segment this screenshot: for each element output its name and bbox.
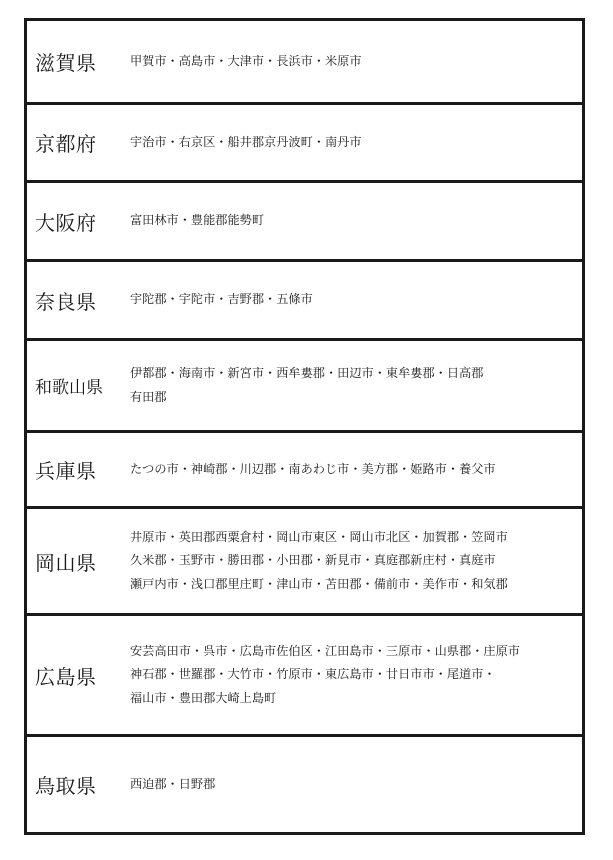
prefecture-name: 大阪府 (35, 210, 97, 235)
city-line: 福山市・豊田郡大崎上島町 (130, 690, 277, 705)
table-row (27, 616, 582, 737)
city-line: 井原市・英田郡西粟倉村・岡山市東区・岡山市北区・加賀郡・笠岡市 (130, 529, 508, 544)
city-list (130, 362, 582, 409)
city-list (130, 458, 582, 482)
prefecture-name: 広島県 (35, 664, 97, 689)
table-row (27, 105, 582, 183)
prefecture-name: 兵庫県 (35, 459, 97, 483)
table-row (27, 509, 582, 616)
table-row (27, 341, 582, 433)
table-row (27, 183, 582, 262)
city-line: 富田林市・豊能郡能勢町 (130, 213, 265, 228)
city-list (130, 131, 582, 155)
table-row (27, 433, 582, 509)
city-line: 神石郡・世羅郡・大竹市・竹原市・東広島市・廿日市市・尾道市・ (130, 667, 496, 682)
prefecture-table (24, 18, 585, 835)
city-line: 有田郡 (130, 389, 167, 404)
city-list (130, 526, 582, 597)
city-line: 伊都郡・海南市・新宮市・西牟婁郡・田辺市・東牟婁郡・日高郡 (130, 366, 484, 380)
city-list (130, 209, 582, 233)
prefecture-name: 鳥取県 (35, 774, 97, 798)
city-line: 宇陀郡・宇陀市・吉野郡・五條市 (130, 292, 313, 307)
city-list (130, 640, 582, 711)
prefecture-name: 奈良県 (35, 289, 97, 314)
city-list (130, 50, 582, 74)
city-line: 安芸高田市・呉市・広島市佐伯区・江田島市・三原市・山県郡・庄原市 (130, 643, 520, 658)
city-line: 甲賀市・高島市・大津市・長浜市・米原市 (130, 53, 362, 68)
prefecture-name: 京都府 (35, 132, 97, 156)
prefecture-name: 和歌山県 (35, 378, 103, 398)
city-line: 宇治市・右京区・船井郡京丹波町・南丹市 (130, 134, 362, 149)
city-line: たつの市・神崎郡・川辺郡・南あわじ市・美方郡・姫路市・養父市 (130, 461, 496, 476)
city-list (130, 288, 582, 312)
city-line: 瀬戸内市・浅口郡里庄町・津山市・苫田郡・備前市・美作市・和気郡 (130, 576, 508, 591)
table-row (27, 262, 582, 341)
prefecture-name: 岡山県 (35, 550, 97, 575)
prefecture-name: 滋賀県 (35, 51, 97, 75)
city-list (130, 773, 582, 797)
table-row (27, 21, 582, 105)
table-row (27, 737, 582, 832)
city-line: 久米郡・玉野市・勝田郡・小田郡・新見市・真庭郡新庄村・真庭市 (130, 553, 496, 568)
city-line: 西迫郡・日野郡 (130, 776, 216, 791)
